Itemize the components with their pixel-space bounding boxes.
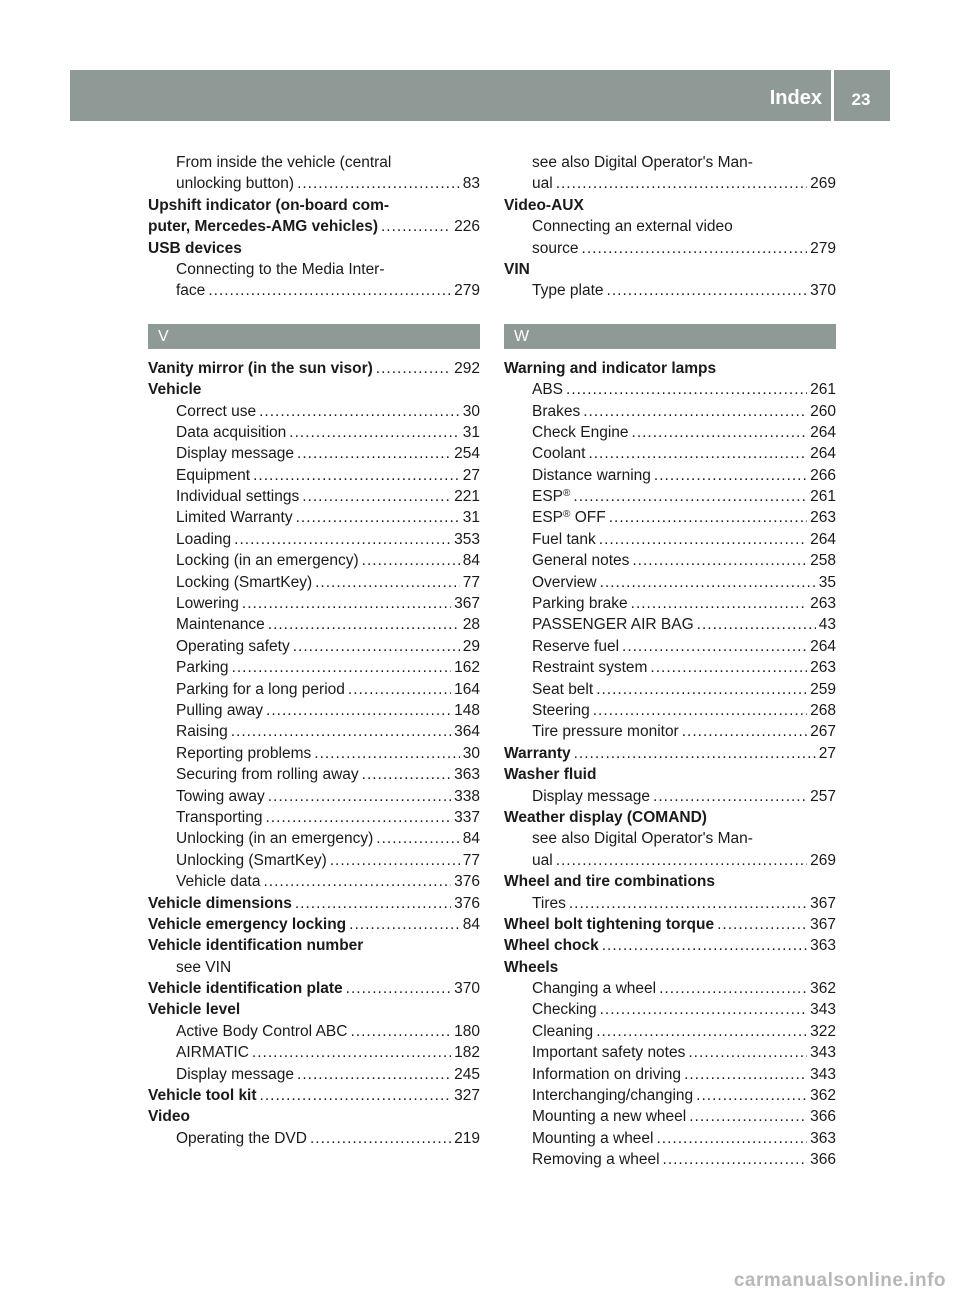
page-ref: 226: [454, 218, 480, 236]
page-ref: 362: [810, 980, 836, 998]
index-subentry[interactable]: Equipment ..... 27: [148, 465, 480, 486]
index-subentry[interactable]: Distance warning ..... 266: [504, 465, 836, 486]
page-ref: 370: [454, 980, 480, 998]
page-ref: 366: [810, 1151, 836, 1169]
index-subentry[interactable]: unlocking button) ..... 83: [148, 173, 480, 194]
page-ref: 245: [454, 1065, 480, 1083]
index-subentry[interactable]: Unlocking (SmartKey) ..... 77: [148, 850, 480, 871]
index-subentry[interactable]: Mounting a wheel ..... 363: [504, 1128, 836, 1149]
index-subentry[interactable]: General notes ..... 258: [504, 550, 836, 571]
page-ref: 269: [810, 175, 836, 193]
index-subentry[interactable]: Loading ..... 353: [148, 529, 480, 550]
index-entry: Video-AUX: [504, 196, 584, 214]
index-subentry[interactable]: Display message ..... 257: [504, 786, 836, 807]
index-subentry: see also Digital Operator's Man-: [532, 830, 753, 848]
index-subentry[interactable]: Interchanging/changing ..... 362: [504, 1085, 836, 1106]
index-subentry[interactable]: Towing away ..... 338: [148, 786, 480, 807]
index-entry[interactable]: Wheel chock ..... 363: [504, 935, 836, 956]
page-ref: 263: [810, 659, 836, 677]
index-subentry[interactable]: AIRMATIC ..... 182: [148, 1042, 480, 1063]
page-ref: 83: [462, 175, 480, 193]
index-subentry[interactable]: face ..... 279: [148, 280, 480, 301]
index-entry: Weather display (COMAND): [504, 808, 707, 826]
page-ref: 164: [454, 680, 480, 698]
index-subentry: see also Digital Operator's Man-: [532, 154, 753, 171]
index-subentry[interactable]: Locking (in an emergency) ..... 84: [148, 550, 480, 571]
index-subentry[interactable]: Cleaning ..... 322: [504, 1021, 836, 1042]
index-subentry[interactable]: Lowering ..... 367: [148, 593, 480, 614]
index-entry[interactable]: Vehicle identification plate ..... 370: [148, 978, 480, 999]
index-subentry[interactable]: Steering ..... 268: [504, 700, 836, 721]
page-ref: 43: [818, 616, 836, 634]
page-ref: 254: [454, 445, 480, 463]
section-title: Index: [769, 87, 822, 109]
index-subentry[interactable]: ESP® OFF ..... 263: [504, 507, 836, 528]
page-ref: 322: [810, 1022, 836, 1040]
index-subentry[interactable]: Mounting a new wheel ..... 366: [504, 1106, 836, 1127]
index-subentry[interactable]: Coolant ..... 264: [504, 443, 836, 464]
index-subentry[interactable]: Reporting problems ..... 30: [148, 743, 480, 764]
page-ref: 363: [810, 937, 836, 955]
index-entry: Vehicle level: [148, 1001, 241, 1019]
index-subentry[interactable]: ESP® ..... 261: [504, 486, 836, 507]
page-ref: 362: [810, 1087, 836, 1105]
page-ref: 261: [810, 488, 836, 506]
page-ref: 221: [454, 488, 480, 506]
page-ref: 28: [462, 616, 480, 634]
index-subentry[interactable]: Removing a wheel ..... 366: [504, 1149, 836, 1170]
page-ref: 264: [810, 637, 836, 655]
index-entry: Warning and indicator lamps: [504, 359, 717, 377]
index-subentry[interactable]: ABS ..... 261: [504, 379, 836, 400]
page-ref: 258: [810, 552, 836, 570]
page-ref: 376: [454, 894, 480, 912]
index-entry[interactable]: Vehicle emergency locking ..... 84: [148, 914, 480, 935]
page-ref: 261: [810, 381, 836, 399]
page-ref: 27: [818, 744, 836, 762]
index-subentry: Connecting to the Media Inter-: [176, 260, 385, 278]
page-ref: 180: [454, 1022, 480, 1040]
index-entry[interactable]: Warranty ..... 27: [504, 743, 836, 764]
index-subentry[interactable]: Operating safety ..... 29: [148, 636, 480, 657]
page-ref: 35: [818, 573, 836, 591]
index-entry: Video: [148, 1108, 190, 1126]
page-ref: 367: [454, 595, 480, 613]
page-ref: 338: [454, 787, 480, 805]
page-ref: 27: [462, 466, 480, 484]
letter-heading-v: V: [148, 324, 480, 349]
page-ref: 257: [810, 787, 836, 805]
index-entry[interactable]: Vehicle tool kit ..... 327: [148, 1085, 480, 1106]
index-subentry[interactable]: Tires ..... 367: [504, 893, 836, 914]
letter-heading-w: W: [504, 324, 836, 349]
page-ref: 263: [810, 595, 836, 613]
index-subentry[interactable]: see VIN: [176, 958, 232, 976]
index-subentry[interactable]: Changing a wheel ..... 362: [504, 978, 836, 999]
index-entry: Wheel and tire combinations: [504, 873, 715, 891]
page-ref: 84: [462, 830, 480, 848]
warning-subentries: [504, 379, 836, 743]
index-subentry[interactable]: Pulling away ..... 148: [148, 700, 480, 721]
page-ref: 366: [810, 1108, 836, 1126]
index-subentry[interactable]: Raising ..... 364: [148, 721, 480, 742]
watermark: carmanualsonline.info: [733, 1270, 946, 1291]
index-entry[interactable]: puter, Mercedes-AMG vehicles) ..... 226: [148, 216, 480, 237]
index-subentry[interactable]: Type plate ..... 370: [504, 280, 836, 301]
page-ref: 84: [462, 552, 480, 570]
index-subentry[interactable]: Correct use ..... 30: [148, 401, 480, 422]
page-ref: 337: [454, 808, 480, 826]
vehicle-subentries: [148, 401, 480, 893]
page-ref: 343: [810, 1065, 836, 1083]
page-ref: 30: [462, 744, 480, 762]
page-ref: 363: [810, 1129, 836, 1147]
index-subentry[interactable]: Check Engine ..... 264: [504, 422, 836, 443]
index-subentry[interactable]: Information on driving ..... 343: [504, 1064, 836, 1085]
page-ref: 376: [454, 873, 480, 891]
index-subentry[interactable]: Maintenance ..... 28: [148, 614, 480, 635]
index-subentry[interactable]: ual ..... 269: [504, 850, 836, 871]
index-entry[interactable]: Wheel bolt tightening torque ..... 367: [504, 914, 836, 935]
page-ref: 259: [810, 680, 836, 698]
index-subentry: Connecting an external video: [532, 218, 733, 236]
page-ref: 31: [462, 423, 480, 441]
index-subentry[interactable]: Reserve fuel ..... 264: [504, 636, 836, 657]
page-ref: 343: [810, 1044, 836, 1062]
index-subentry[interactable]: Individual settings ..... 221: [148, 486, 480, 507]
header-divider: [831, 70, 834, 121]
page-ref: 264: [810, 445, 836, 463]
page-ref: 29: [462, 637, 480, 655]
index-subentry[interactable]: Parking for a long period ..... 164: [148, 679, 480, 700]
page-ref: 353: [454, 530, 480, 548]
page-ref: 162: [454, 659, 480, 677]
page-ref: 30: [462, 402, 480, 420]
index-subentry: From inside the vehicle (central: [176, 154, 392, 171]
page-ref: 77: [462, 851, 480, 869]
page-ref: 279: [810, 239, 836, 257]
index-entry[interactable]: Vanity mirror (in the sun visor) ..... 292: [148, 358, 480, 379]
index-entry: USB devices: [148, 239, 242, 257]
index-subentry[interactable]: Parking ..... 162: [148, 657, 480, 678]
index-subentry[interactable]: Brakes ..... 260: [504, 401, 836, 422]
index-subentry[interactable]: Locking (SmartKey) ..... 77: [148, 572, 480, 593]
index-entry: VIN: [504, 260, 530, 278]
index-subentry[interactable]: Display message ..... 254: [148, 443, 480, 464]
index-subentry[interactable]: Parking brake ..... 263: [504, 593, 836, 614]
index-subentry[interactable]: Fuel tank ..... 264: [504, 529, 836, 550]
index-entry: Washer fluid: [504, 766, 597, 784]
index-subentry[interactable]: Unlocking (in an emergency) ..... 84: [148, 828, 480, 849]
page-ref: 370: [810, 282, 836, 300]
page-ref: 264: [810, 530, 836, 548]
index-entry: Wheels: [504, 958, 559, 976]
index-subentry[interactable]: Seat belt ..... 259: [504, 679, 836, 700]
wheels-subentries: [504, 978, 836, 1171]
index-subentry[interactable]: source ..... 279: [504, 238, 836, 259]
page-ref: 367: [810, 894, 836, 912]
page-ref: 84: [462, 915, 480, 933]
page-ref: 31: [462, 509, 480, 527]
index-subentry[interactable]: Operating the DVD ..... 219: [148, 1128, 480, 1149]
page-ref: 260: [810, 402, 836, 420]
index-entry: Vehicle: [148, 381, 202, 399]
index-subentry[interactable]: Overview ..... 35: [504, 572, 836, 593]
level-subentries: [148, 1021, 480, 1085]
page-number: 23: [851, 90, 871, 109]
index-subentry[interactable]: Important safety notes ..... 343: [504, 1042, 836, 1063]
index-subentry[interactable]: Display message ..... 245: [148, 1064, 480, 1085]
index-subentry[interactable]: Securing from rolling away ..... 363: [148, 764, 480, 785]
index-column-left: [148, 152, 480, 1149]
page-ref: 268: [810, 701, 836, 719]
index-subentry[interactable]: Checking ..... 343: [504, 999, 836, 1020]
page-ref: 279: [454, 282, 480, 300]
page-ref: 182: [454, 1044, 480, 1062]
index-entry: Upshift indicator (on-board com-: [148, 196, 390, 214]
index-subentry[interactable]: Vehicle data ..... 376: [148, 871, 480, 892]
page-ref: 77: [462, 573, 480, 591]
page-ref: 263: [810, 509, 836, 527]
page-ref: 148: [454, 701, 480, 719]
page-ref: 269: [810, 851, 836, 869]
index-subentry[interactable]: Limited Warranty ..... 31: [148, 507, 480, 528]
index-subentry[interactable]: Tire pressure monitor ..... 267: [504, 721, 836, 742]
index-entry: Vehicle identification number: [148, 937, 364, 955]
page-ref: 367: [810, 915, 836, 933]
index-column-right: [504, 152, 836, 1171]
index-subentry[interactable]: ual ..... 269: [504, 173, 836, 194]
page-ref: 327: [454, 1087, 480, 1105]
page-ref: 364: [454, 723, 480, 741]
index-subentry[interactable]: PASSENGER AIR BAG ..... 43: [504, 614, 836, 635]
index-subentry[interactable]: Active Body Control ABC ..... 180: [148, 1021, 480, 1042]
page-ref: 266: [810, 466, 836, 484]
page-ref: 264: [810, 423, 836, 441]
page-ref: 343: [810, 1001, 836, 1019]
page-ref: 363: [454, 766, 480, 784]
index-subentry[interactable]: Transporting ..... 337: [148, 807, 480, 828]
page-ref: 219: [454, 1129, 480, 1147]
index-subentry[interactable]: Data acquisition ..... 31: [148, 422, 480, 443]
index-subentry[interactable]: Restraint system ..... 263: [504, 657, 836, 678]
index-entry[interactable]: Vehicle dimensions ..... 376: [148, 893, 480, 914]
page-ref: 267: [810, 723, 836, 741]
page-ref: 292: [454, 359, 480, 377]
